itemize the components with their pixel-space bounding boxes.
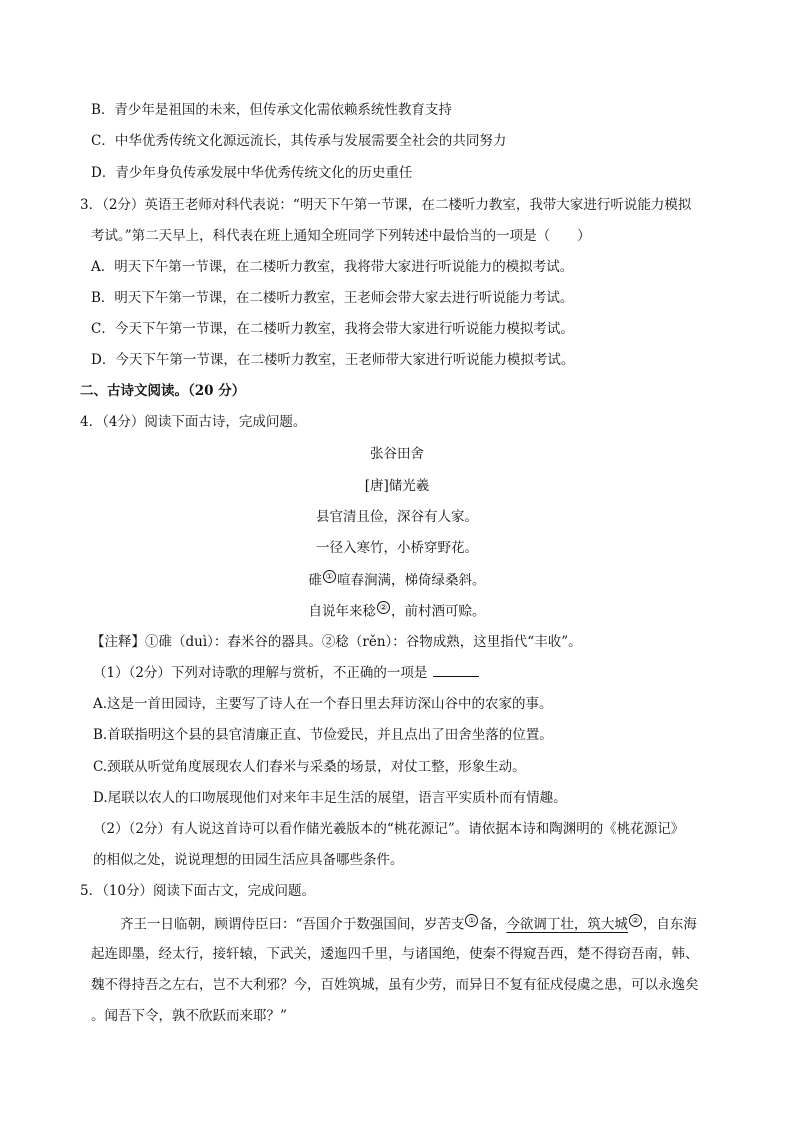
passage-line-3: 魏不得持吾之左右，岂不大利邪？今，百姓筑城，虽有少劳，而异日不复有征戍侵虞之患，可以永逸矣 (91, 977, 699, 993)
poem-line-2: 一径入寒竹，小桥穿野花。 (316, 540, 478, 556)
poem-line-3: 碓 ① 喧春涧满，梯倚绿桑斜。 (308, 572, 486, 589)
q2-option-d: D．青少年身负传承发展中华优秀传统文化的历史重任 (91, 165, 413, 181)
q2-option-c: C．中华优秀传统文化源远流长，其传承与发展需要全社会的共同努力 (91, 133, 507, 149)
q2-option-b: B．青少年是祖国的未来，但传承文化需依赖系统性教育支持 (91, 102, 452, 118)
q3-option-c: C．今天下午第一节课，在二楼听力教室，我将会带大家进行听说能力模拟考试。 (91, 321, 574, 337)
poem-title: 张谷田舍 (370, 446, 424, 462)
passage-line-2: 起连即墨，经太行，接轩辕，下武关，逶迤四千里，与诸国绝，使秦不得窥吾西，楚不得窃吾南，韩、 (91, 946, 699, 962)
q4-sub1-stem: （1）（2分）下列对诗歌的理解与赏析，不正确的一项是 (93, 664, 479, 682)
q4-intro: 4．（4分）阅读下面古诗，完成问题。 (80, 414, 307, 430)
section-heading: 二、古诗文阅读。（20 分） (80, 383, 246, 399)
q4-sub2-line2: 的相似之处，说说理想的田园生活应具备哪些条件。 (93, 852, 404, 868)
q4-sub1-option-c: C.颈联从听觉角度展现农人们舂米与采桑的场景，对仗工整，形象生动。 (93, 759, 526, 775)
answer-blank[interactable] (433, 664, 479, 677)
q3-option-d: D．今天下午第一节课，在二楼听力教室，王老师带大家进行听说能力模拟考试。 (91, 352, 575, 368)
poem-author: [唐]储光羲 (364, 478, 430, 494)
q5-intro: 5．（10分）阅读下面古文，完成问题。 (80, 883, 316, 899)
footnote-1-marker: ① (323, 570, 336, 583)
q4-sub1-option-a: A.这是一首田园诗，主要写了诗人在一个春日里去拜访深山谷中的农家的事。 (93, 696, 553, 712)
poem-line-1: 县官清且俭，深谷有人家。 (316, 509, 478, 525)
q3-stem-line2: 考试。”第二天早上，科代表在班上通知全班同学下列转述中最恰当的一项是（ ） (91, 228, 591, 244)
passage-line-4: 。闻吾下令，孰不欣跃而来耶？” (91, 1008, 287, 1024)
underlined-phrase: 今欲调丁壮，筑大城 (506, 916, 628, 933)
q4-sub2-line1: （2）（2分）有人说这首诗可以看作储光羲版本的“桃花源记”。请依据本诗和陶渊明的《桃花源记》 (93, 821, 685, 837)
poem-annotation: 【注释】①碓（duì）：舂米谷的器具。②稔（rěn）：谷物成熟，这里指代“丰收”。 (91, 634, 582, 650)
q4-sub1-option-d: D.尾联以农人的口吻展现他们对来年丰足生活的展望，语言平实质朴而有情趣。 (93, 790, 567, 806)
footnote-2-marker: ② (629, 914, 642, 927)
footnote-1-marker: ① (465, 914, 478, 927)
footnote-2-marker: ② (377, 601, 390, 614)
passage-line-1: 齐王一日临朝，顾谓侍臣曰：“吾国介于数强国间，岁苦支 ① 备，今欲调丁壮，筑大城 ② ，自东海 (120, 916, 697, 933)
poem-line-4: 自说年来稔 ② ，前村酒可赊。 (308, 603, 486, 620)
q4-sub1-option-b: B.首联指明这个县的县官清廉正直、节俭爱民，并且点出了田舍坐落的位置。 (93, 727, 553, 743)
q3-option-b: B．明天下午第一节课，在二楼听力教室，王老师会带大家去进行听说能力考试。 (91, 290, 574, 306)
q3-stem-line1: 3．（2分）英语王老师对科代表说：“明天下午第一节课，在二楼听力教室，我带大家进行听说能力模拟 (80, 197, 692, 213)
q3-option-a: A．明天下午第一节课，在二楼听力教室，我将带大家进行听说能力的模拟考试。 (91, 259, 574, 275)
